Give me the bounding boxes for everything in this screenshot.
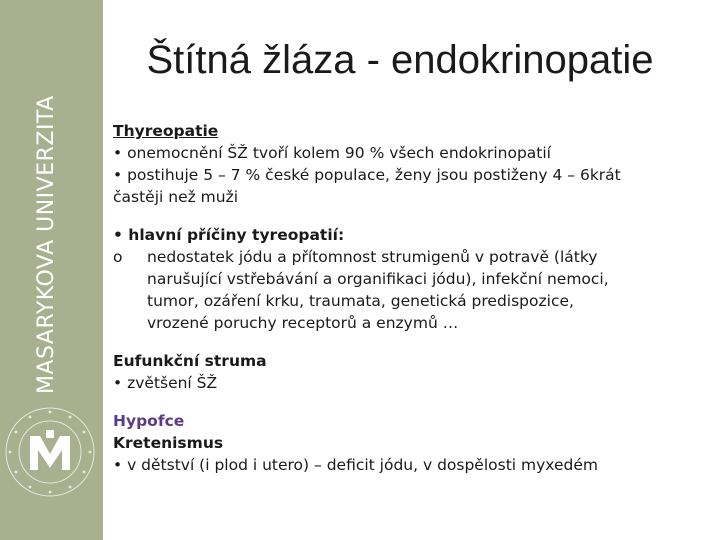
heading-thyreopatie: Thyreopatie <box>113 122 219 140</box>
bullet-line: • postihuje 5 – 7 % české populace, ženy jsou postiženy 4 – 6krát <box>113 166 621 184</box>
causes-sub-item <box>113 246 673 334</box>
university-name: MASARYKOVA UNIVERZITA <box>34 95 59 394</box>
causes-line: narušující vstřebávání a organifikaci jódu), infekční nemoci, <box>147 270 609 288</box>
bullet-line: častěji než muži <box>113 188 239 206</box>
slide-content <box>113 120 673 476</box>
causes-line: tumor, ozáření krku, traumata, genetická predispozice, <box>147 292 574 310</box>
sidebar-band <box>0 0 103 540</box>
university-seal-logo <box>0 392 103 512</box>
heading-main-causes: • hlavní příčiny tyreopatií: <box>113 226 345 244</box>
bullet-line: • zvětšení ŠŽ <box>113 374 218 392</box>
slide-title: Štítná žláza - endokrinopatie <box>146 38 654 82</box>
heading-eufunkcni-struma: Eufunkční struma <box>113 352 267 370</box>
causes-line: nedostatek jódu a přítomnost strumigenů v potravě (látky <box>147 248 598 266</box>
bullet-line: • v dětství (i plod i utero) – deficit jódu, v dospělosti myxedém <box>113 456 598 474</box>
heading-kretenismus: Kretenismus <box>113 434 224 452</box>
bullet-line: • onemocnění ŠŽ tvoří kolem 90 % všech endokrinopatií <box>113 144 551 162</box>
heading-hypofce: Hypofce <box>113 412 185 430</box>
sub-bullet-marker: o <box>113 248 123 266</box>
causes-line: vrozené poruchy receptorů a enzymů … <box>147 314 459 332</box>
